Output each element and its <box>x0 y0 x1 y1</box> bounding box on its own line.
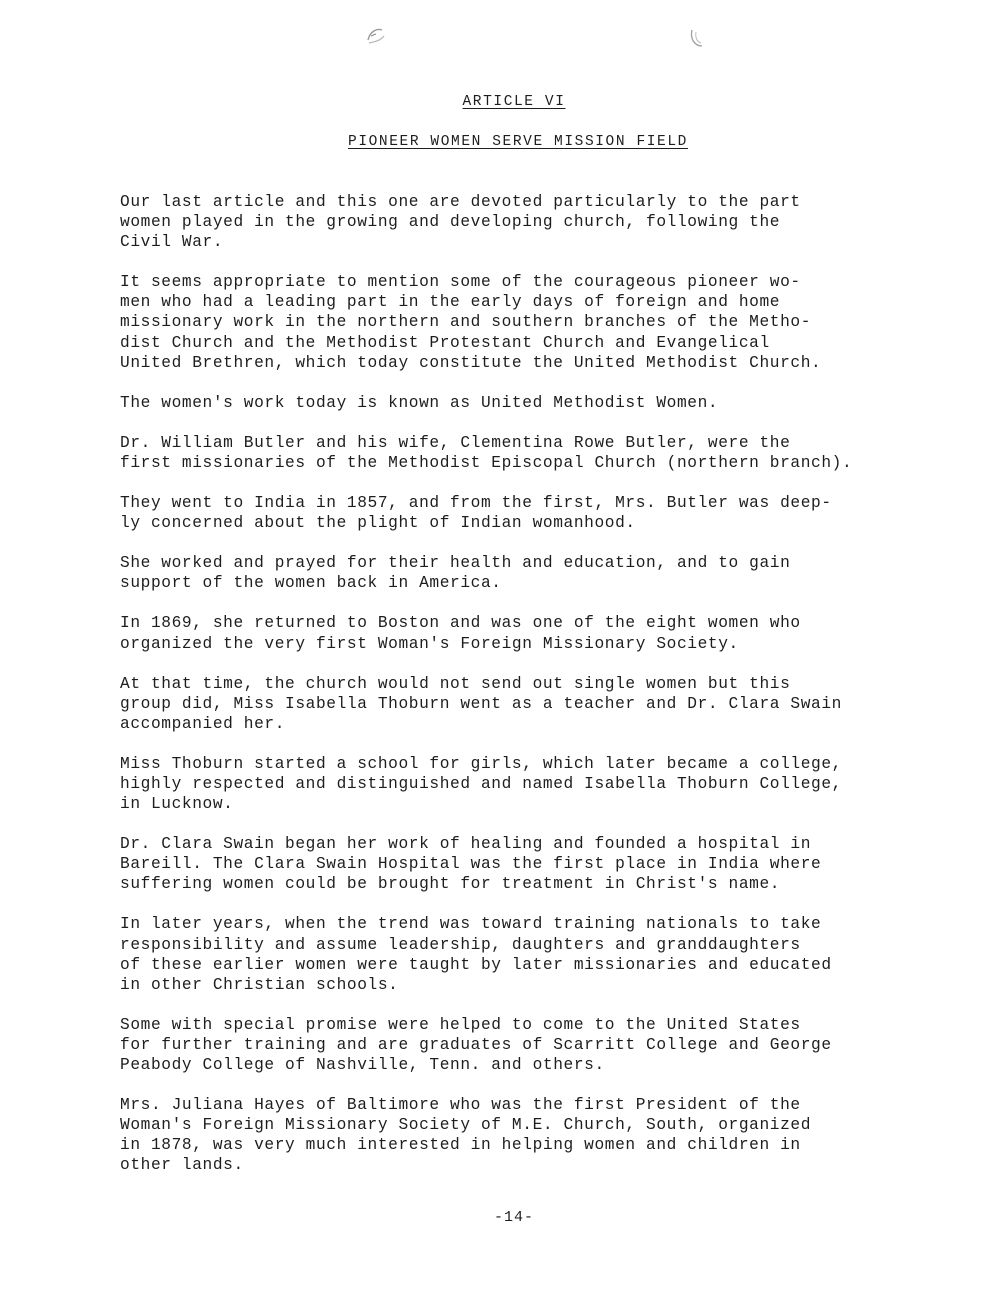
text-line: Civil War. <box>120 233 224 252</box>
text-line: missionary work in the northern and southern branches of the Metho- <box>120 313 812 332</box>
text-line: women played in the growing and developing church, following the <box>120 213 781 232</box>
paragraph <box>120 1015 980 1075</box>
text-line: Dr. Clara Swain began her work of healing and founded a hospital in <box>120 835 812 854</box>
paragraph <box>120 613 980 653</box>
paragraph <box>120 272 980 372</box>
text-line: She worked and prayed for their health and education, and to gain <box>120 554 791 573</box>
text-line: highly respected and distinguished and named Isabella Thoburn College, <box>120 774 842 793</box>
paragraph <box>120 433 980 473</box>
text-line: At that time, the church would not send out single women but this <box>120 674 791 693</box>
text-line: support of the women back in America. <box>120 574 502 593</box>
text-line: suffering women could be brought for treatment in Christ's name. <box>120 875 781 894</box>
paragraph <box>120 192 980 252</box>
text-line: in Lucknow. <box>120 795 234 814</box>
paragraph <box>120 1095 980 1175</box>
article-title: PIONEER WOMEN SERVE MISSION FIELD <box>348 134 688 150</box>
paragraph <box>120 754 980 814</box>
paragraph <box>120 553 980 593</box>
text-line: Woman's Foreign Missionary Society of M.E. Church, South, organized <box>120 1116 812 1135</box>
paragraph <box>120 493 980 533</box>
text-line: responsibility and assume leadership, daughters and granddaughters <box>120 935 801 954</box>
text-line: Mrs. Juliana Hayes of Baltimore who was the first President of the <box>120 1096 801 1115</box>
text-line: Bareill. The Clara Swain Hospital was the first place in India where <box>120 855 822 874</box>
text-line: In 1869, she returned to Boston and was one of the eight women who <box>120 614 801 633</box>
text-line: accompanied her. <box>120 714 286 733</box>
text-line: Our last article and this one are devoted particularly to the part <box>120 193 801 211</box>
text-line: dist Church and the Methodist Protestant Church and Evangelical <box>120 333 770 352</box>
paragraph <box>120 674 980 734</box>
text-line: ly concerned about the plight of Indian womanhood. <box>120 514 636 533</box>
page-number: -14- <box>493 1209 534 1226</box>
article-body <box>120 192 980 1195</box>
text-line: other lands. <box>120 1156 244 1175</box>
article-label: ARTICLE VI <box>462 94 566 110</box>
punch-hole-mark-right <box>686 22 714 50</box>
punch-hole-mark-left <box>362 22 390 50</box>
text-line: They went to India in 1857, and from the first, Mrs. Butler was deep- <box>120 494 832 513</box>
text-line: for further training and are graduates of Scarritt College and George <box>120 1035 832 1054</box>
text-line: The women's work today is known as United Methodist Women. <box>120 393 719 412</box>
text-line: Peabody College of Nashville, Tenn. and others. <box>120 1056 605 1074</box>
text-line: in 1878, was very much interested in helping women and children in <box>120 1136 801 1155</box>
paragraph <box>120 834 980 894</box>
text-line: group did, Miss Isabella Thoburn went as a teacher and Dr. Clara Swain <box>120 694 842 713</box>
text-line: United Brethren, which today constitute the United Methodist Church. <box>120 353 822 372</box>
paragraph <box>120 393 980 413</box>
text-line: In later years, when the trend was toward training nationals to take <box>120 915 822 934</box>
text-line: of these earlier women were taught by later missionaries and educated <box>120 955 832 974</box>
text-line: organized the very first Woman's Foreign Missionary Society. <box>120 634 739 653</box>
text-line: Some with special promise were helped to come to the United States <box>120 1015 801 1034</box>
text-line: Dr. William Butler and his wife, Clementina Rowe Butler, were the <box>120 433 791 452</box>
text-line: Miss Thoburn started a school for girls, which later became a college, <box>120 754 842 773</box>
text-line: men who had a leading part in the early days of foreign and home <box>120 293 781 312</box>
paragraph <box>120 914 980 994</box>
text-line: It seems appropriate to mention some of the courageous pioneer wo- <box>120 273 801 292</box>
text-line: first missionaries of the Methodist Episcopal Church (northern branch). <box>120 453 853 472</box>
text-line: in other Christian schools. <box>120 975 399 994</box>
